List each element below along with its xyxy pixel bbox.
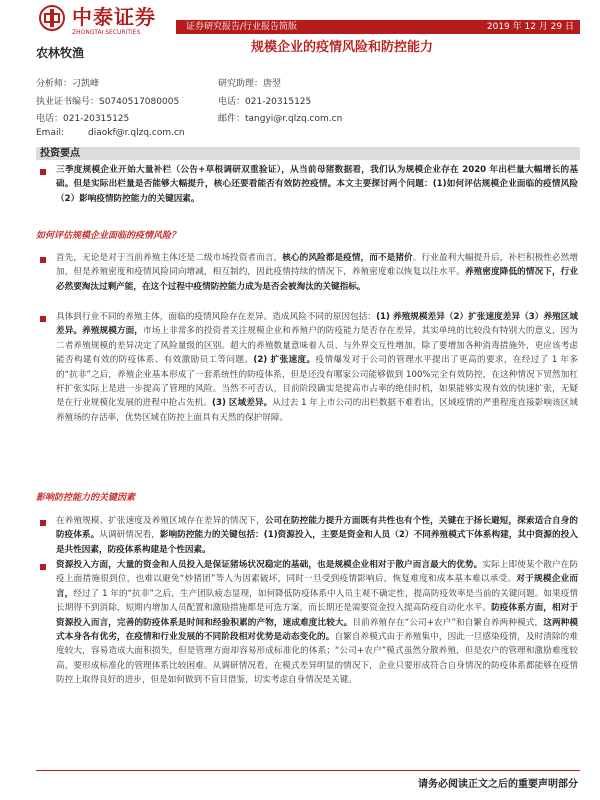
email-value[interactable]: diaokf@r.qlzq.com.cn	[88, 128, 185, 138]
p2-text-a: 具体到行业不同的养殖主体，面临的疫情风险存在差异。造成风险不同的原因包括：	[56, 312, 377, 322]
subhead-risk-assessment: 如何评估规模企业面临的疫情风险？	[36, 231, 181, 241]
intro-paragraph	[56, 163, 578, 206]
breadcrumb: 证券研究报告/行业报告简版	[186, 22, 298, 32]
paragraph-risk-factors	[56, 310, 578, 425]
assistant-phone	[218, 94, 311, 107]
p4-text-h: 自繁自养模式由于养殖集中，因此一旦感染疫情，及时清除的难度较大，容易造成大面积损失，但是管理方面却容易形成标准化的体系；“公司+农户”模式虽然分散养殖，但是农户的管理和激励难度较高，要形成标准化的管理体系比较困难。从调研情况看，在模式差异明显的情况下，企业只要形成符合自身情况的防疫体系都能够在疫情防控上取得良好的进步，但是如何做到不盲目借鉴，切实考虑自身情况是关键。	[56, 632, 578, 686]
p2-text-c: 市场上非常多的投资者关注规模企业和养殖户的防疫能力是否存在差异，其实单纯的比较没有特别大的意义，因为二者养殖规模的差异决定了风险量级的区别。超大的养殖数量意味着人员、与外界交互性增加，除了要增加各种消毒措施外，更应该考虑能否构建有效的防疫体系、有效激励员工等问题。	[56, 326, 578, 366]
analyst-phone	[36, 111, 129, 124]
p4-text-f: 目前养殖存在“公司+农户”和自繁自养两种模式，	[352, 617, 544, 628]
p3-text-c: 从调研情况看，	[99, 530, 160, 541]
analyst-email	[36, 128, 185, 138]
p2-text-b: (1) 养殖规模差异（2）扩张速度差异（3）养殖区域差异。养殖规模方面，	[56, 312, 578, 337]
p3-text-a: 在养殖规模、扩张速度及养殖区域存在差异的情况下，	[56, 516, 265, 526]
bullet-icon	[40, 316, 46, 322]
phone-label: 电话：	[218, 97, 246, 107]
email-value[interactable]: tangyi@r.qlzq.com.cn	[245, 114, 343, 124]
p4-text-b: 实际上即使某个散户在防疫上面措施很到位，也难以避免“炒猪团”等人为因素破坏，同时一旦受到疫情影响后，恢复难度和成本基本难以承受。	[56, 560, 578, 585]
section-header-investment-points	[36, 147, 580, 160]
industry-label: 农林牧渔	[36, 46, 85, 60]
footer-disclaimer: 请务必阅读正文之后的重要声明部分	[418, 779, 578, 790]
subhead-key-factors: 影响防控能力的关键因素	[36, 493, 136, 503]
cert-value: S0740517080005	[99, 97, 180, 107]
p3-text-d: 影响防控能力的关键包括：(1)资源投入，主要是资金和人员（2）不同养殖模式下体系构建，其中资源的投入是共性因素，防疫体系构建是个性因素。	[56, 530, 578, 555]
assistant-email	[218, 111, 342, 124]
report-header-bar	[176, 20, 580, 34]
logo-text-cn: 中泰证券	[72, 5, 156, 29]
cert-label: 执业证书编号：	[36, 97, 100, 107]
logo-text-en: ZHONGTAI SECURITIES	[72, 29, 141, 36]
p1-text-a: 首先，无论是对于当前养殖主体还是二级市场投资者而言，	[56, 253, 283, 263]
paragraph-resources-system	[56, 558, 578, 688]
paragraph-core-risk	[56, 251, 578, 294]
intro-bold-text: 三季度规模企业开始大量补栏（公告+草根调研双重验证），从当前母猪数据看，我们认为规模企业存在 2020 年出栏量大幅增长的基础。但是实际出栏量是否能够大幅提升，核心还要看能否有效防控疫情。本文主要探讨两个问题：(1)如何评估规模企业面临的疫情风险（2）影响疫情防控能力的关键因素。	[56, 165, 578, 204]
p3-text-b: 公司在防控能力提升方面既有共性也有个性，关键在于扬长避短，探索适合自身的防疫体系。	[56, 516, 578, 541]
p4-text-e: 防疫体系方面，相对于资源投入而言，完善的防疫体系是时间和经验积累的产物，速成难度比较大。	[56, 603, 578, 628]
company-logo	[39, 5, 159, 39]
section-title: 投资要点	[40, 148, 80, 159]
phone-value: 021-20315125	[63, 114, 130, 124]
paragraph-common-factors	[56, 514, 578, 557]
phone-value: 021-20315125	[245, 97, 312, 107]
p2-text-d: (2) 扩张速度。	[253, 355, 316, 366]
bullet-icon	[40, 169, 46, 175]
report-date: 2019 年 12 月 29 日	[486, 22, 574, 32]
bullet-icon	[40, 257, 46, 263]
p4-text-a: 资源投入方面，大量的资金和人员投入是保证猪场状况稳定的基础，也是规模企业相对于散户而言最大的优势。	[56, 560, 483, 570]
p4-text-d: 经过了 1 年的“抗非”之后，生产团队疲态显现，如何降低防疫体系中人员主观不确定性，提高防疫效率是当前的关键问题。如果疫情长期得不到消除，短期内增加人员配置和激励措施都是可选方案，而长期还是需要资金投入提高防疫自动化水平。	[56, 588, 578, 614]
footer-divider	[36, 770, 580, 771]
p1-text-c: 。行业盈利大幅提升后，补栏积极性必然增加，但是养殖密度和疫情风险同向增减，相互制约，因此疫情持续的情况下，养殖密度难以恢复以往水平。	[56, 253, 578, 278]
analyst-name: 分析师：刁凯峰	[36, 79, 100, 89]
bullet-icon	[40, 520, 46, 526]
p4-text-g: 这两种模式本身各有优劣，在疫情和行业发展的不同阶段相对优势是动态变化的。	[56, 617, 578, 643]
cert-number	[36, 94, 179, 107]
p1-text-d: 养殖密度降低的情况下，行业必然要淘汰过剩产能，在这个过程中疫情防控能力成为是否会被淘汰的关键指标。	[56, 267, 578, 292]
assistant-name: 研究助理：唐翌	[218, 79, 282, 89]
p1-text-b: 核心的风险都是疫情，而不是猪价	[282, 253, 413, 263]
page-title: 规模企业的疫情风险和防控能力	[251, 40, 434, 55]
p2-text-e: 疫情爆发对于公司的管理水平提出了更高的要求，在经过了 1 年多的“抗非”之后，养殖企业基本形成了一套系统性的防疫体系，但是还没有哪家公司能够做到 100%完全有效防控，在这种情况下贸然加杠杆扩张实际上是进一步提高了管理的风险。当然不可否认，目前阶段确实是提高市占率的绝佳时机，如果能够实现有效的快速扩张，无疑是在行业规模化发展的进程中抢占先机。	[56, 355, 578, 409]
email-label: Email:	[36, 128, 65, 138]
phone-label: 电话：	[36, 114, 64, 124]
p2-text-f: (3) 区域差异。	[212, 398, 273, 409]
p2-text-g: 从过去 1 年上市公司的出栏数据不难看出，区域疫情的严重程度直接影响该区域养殖场的存活率，优势区域在防控上面具有天然的保护屏障。	[56, 398, 578, 423]
email-label: 邮件：	[218, 114, 246, 124]
p4-text-c: 对于规模企业而言，	[56, 574, 578, 599]
logo-mark-icon	[39, 5, 65, 31]
bullet-icon	[40, 564, 46, 570]
